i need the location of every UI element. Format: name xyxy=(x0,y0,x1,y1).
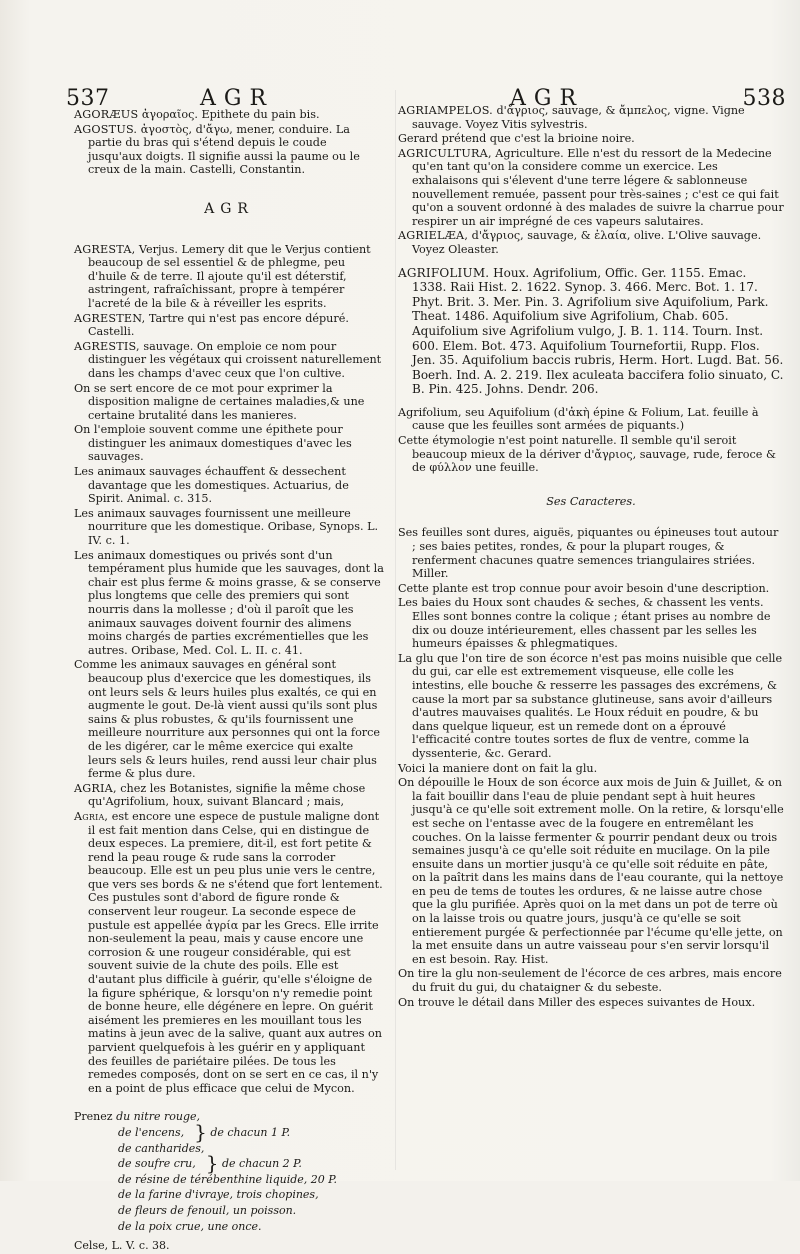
entry-text: Verjus. Lemery dit que le Verjus contient beaucoup de sel essentiel & de phlegme, peu d'huile & de terre. Il ajoute qu'il est déterstif, astringent, rafraîchissant, propre à tempérer l'acreté de la bile & à réveiller les esprits. xyxy=(88,242,371,310)
spacer xyxy=(398,258,784,266)
entry-text: Gerard prétend que c'est la brioine noire. xyxy=(398,132,635,146)
entry-term: AGRIA, xyxy=(74,781,117,795)
right-column xyxy=(398,104,784,1010)
entry-text: La glu que l'on tire de son écorce n'est pas moins nuisible que celle du gui, car elle est extremement visqueuse, elle colle les intestins, elle bouche & resserre les passages des excrémens, & cause la mort par sa substance glutineuse, sans avoir d'ailleurs d'autres mauvaises qualités. Le Houx réduit en poudre, & bu dans quelque liqueur, est un remede dont on a éprouvé l'efficacité contre toutes sortes de flux de ventre, comme la dyssenterie, &c. Gerard. xyxy=(398,651,783,760)
paragraph xyxy=(398,776,784,966)
entry-text: Cette étymologie n'est point naturelle. Il semble qu'il seroit beaucoup mieux de la dériver d'ἄγριος, sauvage, rude, feroce & de φύλλον une feuille. xyxy=(398,434,776,475)
paragraph xyxy=(74,549,384,658)
entry-text: On tire la glu non-seulement de l'écorce de ces arbres, mais encore du fruit du gui, du chataigner & du sebeste. xyxy=(398,967,782,995)
entry-term: AGOSTUS. xyxy=(74,122,138,136)
entry-text: On se sert encore de ce mot pour exprimer la disposition maligne de certaines maladies,& une certaine brutalité dans les manieres. xyxy=(74,381,365,422)
paragraph xyxy=(398,596,784,650)
recipe-line: de la farine d'ivraye, trois chopines, xyxy=(118,1188,319,1202)
entry-text: On l'emploie souvent comme une épithete pour distinguer les animaux domestiques d'avec les sauvages. xyxy=(74,423,352,464)
paragraph xyxy=(398,762,784,776)
recipe-line: de la poix crue, une once. xyxy=(118,1219,262,1233)
section-heading: AGR xyxy=(204,200,254,217)
right-running-head: AGR xyxy=(510,86,585,111)
entry-text: Les baies du Houx sont chaudes & seches, & chassent les vents. Elles sont bonnes contre la colique ; étant prises au nombre de dix ou douze intérieurement, elles chassent par les selles les humeurs épaisses & phlegmatiques. xyxy=(398,596,771,651)
dictionary-entry xyxy=(74,123,384,177)
entry-term: AGORÆUS xyxy=(74,108,139,121)
recipe-dose: de chacun 1 P. xyxy=(210,1125,291,1139)
entry-text: ἀγοραῖος. Epithete du pain bis. xyxy=(141,108,320,121)
entry-text: Agrifolium, seu Aquifolium (d'ἀκὴ épine & Folium, Lat. feuille à cause que les feuilles sont armées de piquants.) xyxy=(398,405,759,433)
recipe-block xyxy=(74,1109,384,1253)
entry-text: On dépouille le Houx de son écorce aux mois de Juin & Juillet, & on la fait bouillir dans l'eau de pluie pendant sept à huit heures jusqu'à ce qu'elle soit extrement molle. On la retire, & lorsqu'elle est seche on l'entasse avec de la fougere en entremêlant les couches. On la laisse fermenter & pourrir pendant deux ou trois semaines jusqu'à ce qu'elle soit réduite en mucilage. On la pile ensuite dans un mortier jusqu'à ce qu'elle soit réduite en pâte, on la paîtrit dans les mains dans de l'eau courante, qui la nettoye en peu de tems de toutes les ordures, & ne laisse autre chose que la glu purifiée. Après quoi on la met dans un pot de terre où on la laisse trois ou quatre jours, jusqu'à ce qu'elle se soit entierement purgée & perfectionnée par l'écume qu'elle jette, on la met ensuite dans un autre vaisseau pour s'en servir lorsqu'il en est besoin. Ray. Hist. xyxy=(398,776,784,966)
left-page-number: 537 xyxy=(66,86,110,111)
spacer xyxy=(398,398,784,406)
dictionary-entry xyxy=(398,147,784,229)
recipe-line: de résine de térébenthine liquide, 20 P. xyxy=(118,1172,337,1186)
recipe-dose: de chacun 2 P. xyxy=(221,1157,302,1171)
paragraph xyxy=(398,967,784,994)
subsection-heading: Ses Caracteres. xyxy=(546,494,636,508)
entry-term: AGRESTA, xyxy=(74,242,136,256)
entry-text: Les animaux sauvages fournissent une meilleure nourriture que les domestique. Oribase, Synops. L. IV. c. 1. xyxy=(74,506,379,548)
dictionary-entry xyxy=(74,243,384,311)
entry-text: Tartre qui n'est pas encore dépuré. Castelli. xyxy=(88,311,349,339)
left-running-head: AGR xyxy=(200,86,275,111)
dictionary-entry xyxy=(398,266,784,397)
dictionary-entry xyxy=(398,229,784,256)
entry-text: Les animaux domestiques ou privés sont d'un tempérament plus humide que les sauvages, dont la chair est plus ferme & moins grasse, & se conserve plus longtems que celle des premiers qui sont nourris dans la mollesse ; d'où il paroît que les animaux sauvages doivent fournir des alimens moins chargés de parties excrémentielles que les autres. Oribase, Med. Col. L. II. c. 41. xyxy=(74,548,384,657)
paragraph xyxy=(398,582,784,596)
paragraph xyxy=(74,465,384,506)
entry-text: est encore une espece de pustule maligne dont il est fait mention dans Celse, qui en distingue de deux especes. La premiere, dit-il, est fort petite & rend la peau rouge & rude sans la corroder beaucoup. Elle est un peu plus unie vers le centre, que vers ses bords & ne s'étend que fort lentement. Ces pustules sont d'abord de figure ronde & conservent leur rougeur. La seconde espece de pustule est appellée ἀγρία par les Grecs. Elle irrite non-seulement la peau, mais y cause encore une corrosion & une rougeur considérable, qui est souvent suivie de la chute des poils. Elle est d'autant plus difficile à guérir, qu'elle s'éloigne de la figure sphérique, & lorsqu'on n'y remedie point de bonne heure, elle dégénere en lepre. On guérit aisément les premieres en les mouillant tous les matins à jeun avec de la salive, quant aux autres on parvient quelquefois à les guérir en y appliquant des feuilles de pariétaire pilées. De tous les remedes composés, dont on se sert en ce cas, il n'y en a point de plus efficace que celui de Mycon. xyxy=(88,809,383,1095)
paragraph xyxy=(74,423,384,464)
entry-text: Ses feuilles sont dures, aiguës, piquantes ou épineuses tout autour ; ses baies petites, rondes, & pour la plupart rouges, & renferment chacunes quatre semences triangulaires striées. Miller. xyxy=(398,526,779,581)
entry-text: ἀγοστὸς, d'ἄγω, mener, conduire. La partie du bras qui s'étend depuis le coude jusqu'aux doigts. Il signifie aussi la paume ou le creux de la main. Castelli, Constantin. xyxy=(88,122,360,177)
entry-text: Houx. Agrifolium, Offic. Ger. 1155. Emac. 1338. Raii Hist. 2. 1622. Synop. 3. 466. Merc. Bot. 1. 17. Phyt. Brit. 3. Mer. Pin. 3. Agrifolium sive Aquifolium, Park. Theat. 1486. Aquifolium sive Agrifolium, Chab. 605. Aquifolium sive Agrifolium vulgo, J. B. 1. 114. Tourn. Inst. 600. Elem. Bot. 473. Aquifolium Tournefortii, Rupp. Flos. Jen. 35. Aquifolium baccis rubris, Herm. Hort. Lugd. Bat. 56. Boerh. Ind. A. 2. 219. Ilex aculeata baccifera folio sinuato, C. B. Pin. 425. Johns. Dendr. 206. xyxy=(412,265,784,397)
entry-term: AGRIAMPELOS. xyxy=(398,104,493,117)
left-column xyxy=(74,108,384,1254)
entry-text: Cette plante est trop connue pour avoir besoin d'une description. xyxy=(398,581,770,595)
entry-text: sauvage. On emploie ce nom pour distinguer les végétaux qui croissent naturellement dans les champs d'avec ceux que l'on cultive. xyxy=(88,339,382,380)
entry-term: AGRESTIS, xyxy=(74,339,140,353)
entry-text: chez les Botanistes, signifie la même chose qu'Agrifolium, houx, suivant Blancard ; mais, xyxy=(88,781,366,809)
paragraph xyxy=(398,652,784,761)
entry-text: On trouve le détail dans Miller des especes suivantes de Houx. xyxy=(398,995,756,1009)
paragraph xyxy=(398,434,784,475)
entry-text: d'ἄγριος, sauvage, & ἐλαία, olive. L'Olive sauvage. Voyez Oleaster. xyxy=(412,229,762,256)
recipe-line: de cantharides, xyxy=(118,1141,205,1155)
recipe-prenez: Prenez xyxy=(74,1110,113,1124)
entry-term: AGRIELÆA, xyxy=(398,229,469,243)
paragraph xyxy=(74,507,384,548)
brace-glyph: } xyxy=(194,1119,207,1144)
recipe-line: du nitre rouge, xyxy=(116,1110,200,1124)
entry-term: Agria, xyxy=(74,809,109,823)
paragraph xyxy=(398,406,784,433)
right-page-number: 538 xyxy=(742,86,786,111)
entry-text: d'ἄγριος, sauvage, & ἄμπελος, vigne. Vigne sauvage. Voyez Vitis sylvestris. xyxy=(412,104,745,131)
entry-text: Voici la maniere dont on fait la glu. xyxy=(398,761,598,775)
entry-term: AGRICULTURA, xyxy=(398,146,492,160)
brace-glyph: } xyxy=(205,1151,219,1176)
paragraph xyxy=(74,382,384,423)
recipe-line: de l'encens, xyxy=(118,1125,185,1139)
dictionary-entry xyxy=(74,340,384,381)
dictionary-entry xyxy=(398,104,784,131)
paragraph xyxy=(398,526,784,580)
entry-term: AGRESTEN, xyxy=(74,311,146,325)
recipe-line: de fleurs de fenouil, un poisson. xyxy=(118,1203,297,1217)
paragraph xyxy=(398,996,784,1010)
dictionary-entry xyxy=(74,782,384,809)
recipe-source: Celse, L. V. c. 38. xyxy=(74,1239,170,1253)
dictionary-entry xyxy=(74,810,384,1095)
gutter-shadow xyxy=(395,90,396,1170)
paragraph xyxy=(74,658,384,780)
dictionary-entry xyxy=(74,108,384,122)
entry-text: Comme les animaux sauvages en général sont beaucoup plus d'exercice que les domestiques, ils ont leurs sels & leurs huiles plus exaltés, ce qui en augmente le gout. De-là vient aussi qu'ils sont plus sains & plus robustes, & qu'ils fournissent une meilleure nourriture aux personnes qui ont la force de les digérer, car le même exercice qui exalte leurs sels & leurs huiles, rend aussi leur chair plus ferme & plus dure. xyxy=(74,658,381,781)
dictionary-entry xyxy=(74,312,384,339)
entry-text: Agriculture. Elle n'est du ressort de la Medecine qu'en tant qu'on la considere comme un exercice. Les exhalaisons qui s'élevent d'une terre légere & sablonneuse nouvellement remuée, passent pour très-saines ; c'est ce qui fait qu'on a souvent ordonné à des malades de suivre la charrue pour respirer un air imprégné de ces vapeurs salutaires. xyxy=(412,146,784,228)
paragraph xyxy=(398,132,784,146)
entry-term: AGRIFOLIUM. xyxy=(398,265,490,280)
entry-text: Les animaux sauvages échauffent & dessechent davantage que les domestiques. Actuarius, de Spirit. Animal. c. 315. xyxy=(74,465,349,506)
recipe-line: de soufre cru, xyxy=(118,1157,196,1171)
